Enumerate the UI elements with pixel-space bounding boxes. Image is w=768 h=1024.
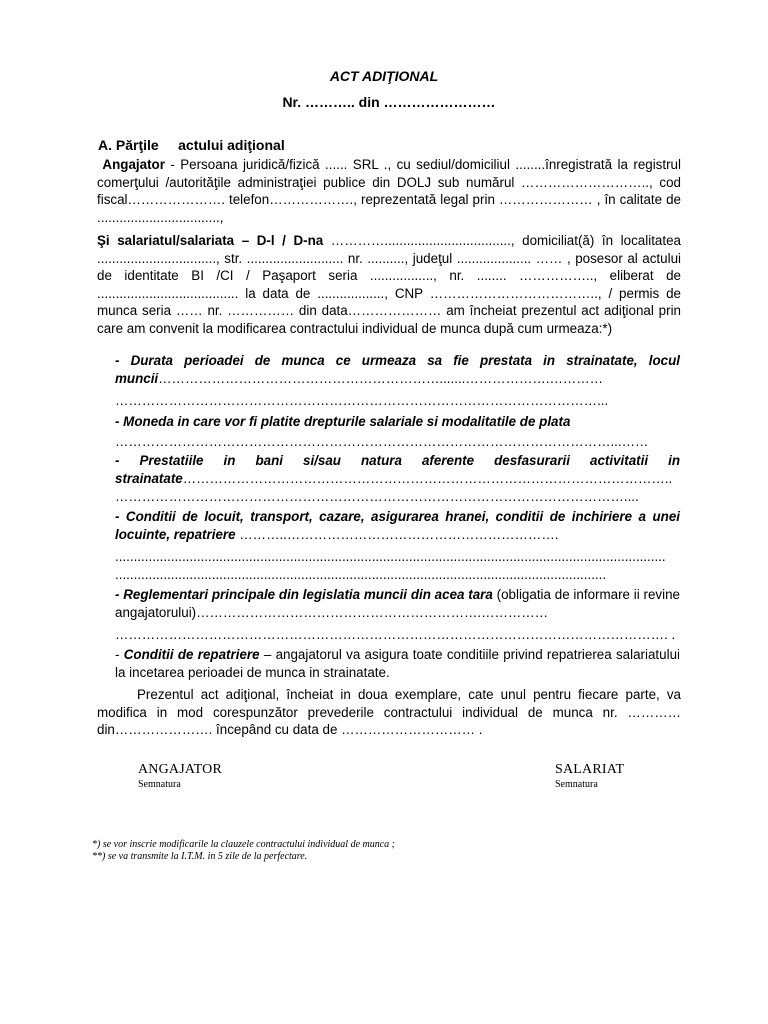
footnote-1: *) se vor inscrie modificarile la clauzele contractului individual de munca ; [92, 839, 395, 850]
employee-signature-label: Semnatura [555, 779, 598, 790]
clause-currency-label: - Moneda in care vor fi platite drepturile salariale si modalitatile de plata [115, 414, 571, 429]
clause-repatriation: - Conditii de repatriere – angajatorul va asigura toate conditiile privind repatrierea salariatului la incetarea perioadei de munca in strainatate. [115, 647, 680, 680]
clause-legislation-line: ……………………………………………………………………………………………………………. . [115, 627, 676, 642]
clause-benefits [115, 452, 680, 488]
closing-paragraph: Prezentul act adiţional, încheiat in doua exemplare, cate unul pentru fiecare parte, va modifica in mod corespunzător prevederile contractului individual de munca nr. …………din…………………. începând cu data de ………………………… . [97, 687, 681, 738]
document-title: ACT ADIŢIONAL [329, 68, 439, 84]
document-number-line: Nr. ……….. din …………………… [282, 94, 496, 110]
clause-legislation-label: - Reglementari principale din legislatia muncii din acea tara [115, 587, 493, 602]
clause-living-conditions-dots: ………..……………………………………………………. [235, 526, 559, 542]
employee-label: Şi salariatul/salariata – D-l / D-na [97, 233, 324, 248]
clause-benefits-line: …………………………………………………………………………………………………….... [115, 489, 639, 504]
footnote-2: **) se va transmite la I.T.M. in 5 zile de la perfectare. [92, 851, 308, 862]
clause-duration-line: ………………………………………………………………………………………………... [115, 393, 609, 408]
clause-currency [115, 413, 680, 431]
employee-signature-role: SALARIAT [555, 762, 625, 777]
clause-currency-line: …………………………………………………………………………………………………...…… [115, 434, 649, 449]
employer-text: - Persoana juridică/fizică ...... SRL ., cu sediul/domiciliul ........înregistrată la registrul comerţului /autorităţile administraţiei publice din DOLJ sub numărul ……………………….., cod fiscal…………………. telefon………………., reprezentată legal prin ………………… , în calitate de ................................., [97, 157, 681, 225]
clause-living-conditions-line-2: .................................................................................................................................... [115, 567, 607, 582]
clause-benefits-dots: ……………………………………………………………………………………………….. [182, 470, 673, 486]
clause-benefits-label: - Prestatiile in bani si/sau natura aferente desfasurarii activitatii in strainatate [115, 453, 680, 486]
clause-duration [115, 352, 680, 388]
employer-signature-block [138, 762, 222, 790]
employee-paragraph [97, 232, 681, 338]
employer-label: Angajator [102, 157, 165, 172]
clause-duration-label: - Durata perioadei de munca ce urmeaza sa fie prestata in strainatate, locul muncii [115, 353, 680, 386]
employer-paragraph [97, 156, 681, 226]
clause-duration-dots: ……………………………………………………….......……………….………… [158, 370, 604, 386]
employee-text: ………….................................., domiciliat(ă) în localitatea ................................, str. .......................... nr. .........., judeţul .................... …… , posesor al actului de identitate BI /CI / Paşaport seria ................., nr. ........ …………….., eliberat de ...................................... la data de .................., CNP ……………………………….., / permis de munca seria …… nr. …………… din data………………… am încheiat prezentul act adiţional prin care am convenit la modificarea contractului individual de munca după cum urmeaza:*) [97, 233, 681, 336]
employer-signature-role: ANGAJATOR [138, 762, 222, 777]
clause-living-conditions [115, 508, 680, 544]
clause-legislation-text: (obligatia de informare ii revine angajatorului)……………………………………………………….…………… [115, 587, 680, 620]
clause-repatriation-text: – angajatorul va asigura toate conditiile privind repatrierea salariatului la incetarea perioadei de munca in strainatate. [115, 647, 680, 680]
employee-signature-block [555, 762, 624, 790]
clause-living-conditions-label: - Conditii de locuit, transport, cazare, asigurarea hranei, conditii de inchiriere a unei locuinte, repatriere [115, 509, 680, 542]
employer-signature-label: Semnatura [138, 779, 181, 790]
clause-legislation [115, 586, 680, 622]
clause-repatriation-label: Conditii de repatriere [123, 647, 260, 662]
section-a-heading: A. Părţile actului adiţional [98, 137, 285, 153]
clause-living-conditions-line-1: .................................................................................................................................................... [115, 549, 666, 564]
